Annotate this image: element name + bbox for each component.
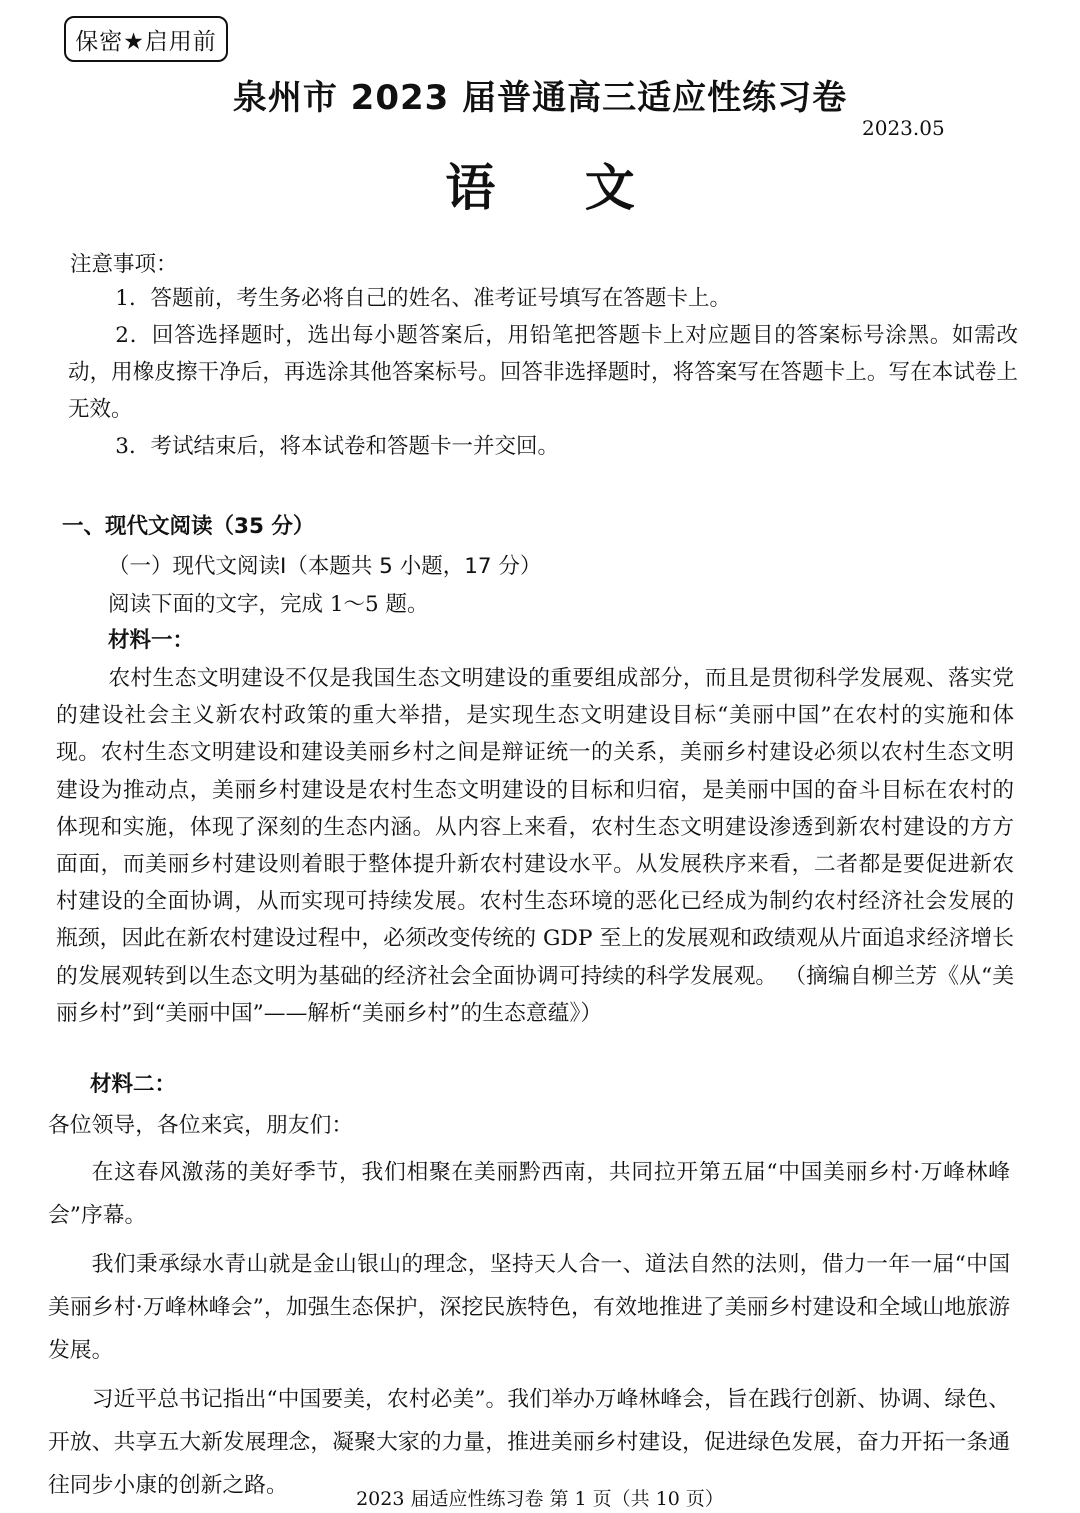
material-1-label: 材料一：	[108, 628, 195, 653]
subject-title: 语 文	[445, 159, 635, 217]
notice-list	[68, 280, 1018, 465]
section-heading: 一、现代文阅读（35 分）	[62, 514, 315, 539]
speech-greeting: 各位领导，各位来宾，朋友们：	[48, 1113, 354, 1138]
subsection-heading: （一）现代文阅读Ⅰ（本题共 5 小题，17 分）	[108, 554, 542, 579]
reading-instruction: 阅读下面的文字，完成 1～5 题。	[108, 592, 429, 617]
material-1-text: 农村生态文明建设不仅是我国生态文明建设的重要组成部分，而且是贯彻科学发展观、落实党的建设社会主义新农村政策的重大举措，是实现生态文明建设目标“美丽中国”在农村的实施和体现。农村生态文明建设和建设美丽乡村之间是辩证统一的关系，美丽乡村建设必须以农村生态文明建设为推动点，美丽乡村建设是农村生态文明建设的目标和归宿，是美丽中国的奋斗目标在农村的体现和实施，体现了深刻的生态内涵。从内容上来看，农村生态文明建设渗透到新农村建设的方方面面，而美丽乡村建设则着眼于整体提升新农村建设水平。从发展秩序来看，二者都是要促进新农村建设的全面协调，从而实现可持续发展。农村生态环境的恶化已经成为制约农村经济社会发展的瓶颈，因此在新农村建设过程中，必须改变传统的 GDP 至上的发展观和政绩观从片面追求经济增长的发展观转到以生态文明为基础的经济社会全面协调可持续的科学发展观。 （摘编自柳兰芳《从“美丽乡村”到“美丽中国”——解析“美丽乡村”的生态意蕴》）	[56, 666, 1014, 1026]
notice-item-2: 2．回答选择题时，选出每小题答案后，用铅笔把答题卡上对应题目的答案标号涂黑。如需改动，用橡皮擦干净后，再选涂其他答案标号。回答非选择题时，将答案写在答题卡上。写在本试卷上无效。	[68, 323, 1018, 422]
material-2-text	[48, 1104, 1010, 1513]
exam-title: 泉州市 2023 届普通高三适应性练习卷	[232, 78, 848, 118]
material-2-label: 材料二：	[90, 1072, 177, 1097]
speech-paragraph-1: 在这春风激荡的美好季节，我们相聚在美丽黔西南，共同拉开第五届“中国美丽乡村·万峰林峰会”序幕。	[48, 1160, 1010, 1228]
page-footer: 2023 届适应性练习卷 第 1 页（共 10 页）	[356, 1488, 724, 1510]
speech-paragraph-2: 我们秉承绿水青山就是金山银山的理念，坚持天人合一、道法自然的法则，借力一年一届“中国美丽乡村·万峰林峰会”，加强生态保护，深挖民族特色，有效地推进了美丽乡村建设和全域山地旅游发展。	[48, 1252, 1010, 1363]
speech-paragraph-3: 习近平总书记指出“中国要美，农村必美”。我们举办万峰林峰会，旨在践行创新、协调、绿色、开放、共享五大新发展理念，凝聚大家的力量，推进美丽乡村建设，促进绿色发展，奋力开拓一条通往同步小康的创新之路。	[48, 1387, 1010, 1498]
exam-date: 2023.05	[862, 116, 945, 140]
confidential-label: 保密★启用前	[64, 16, 228, 62]
notice-item-3: 3．考试结束后，将本试卷和答题卡一并交回。	[115, 434, 559, 459]
notice-heading: 注意事项：	[70, 252, 178, 277]
notice-item-1: 1．答题前，考生务必将自己的姓名、准考证号填写在答题卡上。	[115, 286, 731, 311]
